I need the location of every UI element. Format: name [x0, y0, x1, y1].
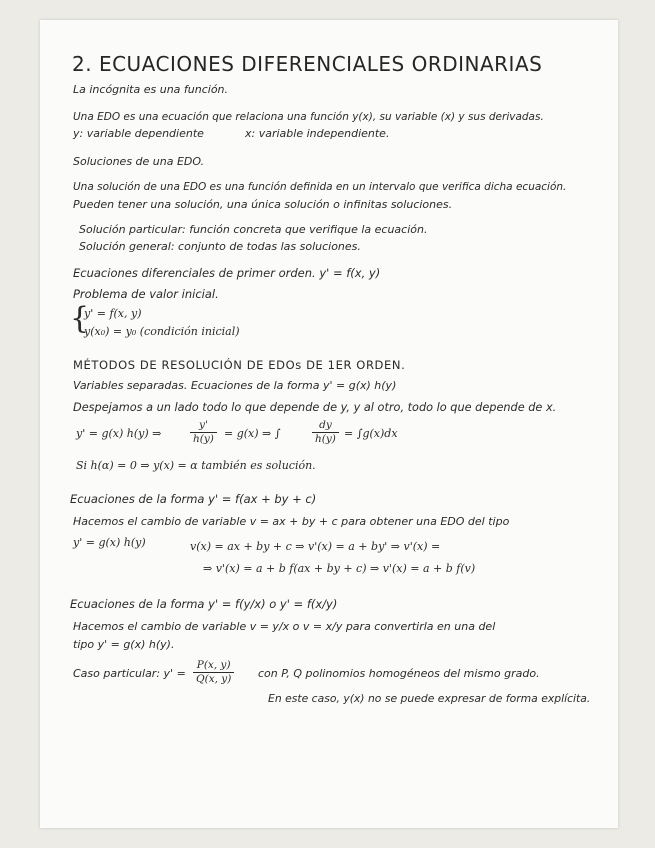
note-line: La incógnita es una función. — [73, 83, 229, 96]
note-line: Caso particular: y' = — [73, 667, 186, 680]
equation-line: y(x₀) = y₀ (condición inicial) — [84, 325, 240, 338]
note-line: Una EDO es una ecuación que relaciona una función y(x), su variable (x) y sus derivadas. — [73, 111, 544, 123]
note-line: En este caso, y(x) no se puede expresar de forma explícita. — [268, 692, 591, 705]
equation-line: y' = g(x) h(y) ⇒ — [76, 427, 162, 440]
note-line: con P, Q polinomios homogéneos del mismo grado. — [258, 667, 540, 680]
note-line: Una solución de una EDO es una función definida en un intervalo que verifica dicha ecuación. — [73, 181, 567, 193]
note-line: x: variable independiente. — [245, 127, 390, 140]
note-line: Solución general: conjunto de todas las soluciones. — [79, 240, 361, 253]
equation-line: Si h(α) = 0 ⇒ y(x) = α también es solución. — [76, 459, 316, 472]
note-line: Pueden tener una solución, una única solución o infinitas soluciones. — [73, 198, 453, 211]
equation-line: ⇒ v'(x) = a + b f(ax + by + c) ⇒ v'(x) = a + b f(v) — [203, 562, 476, 575]
section-heading: Ecuaciones diferenciales de primer orden. y' = f(x, y) — [73, 266, 381, 280]
page-title: 2. ECUACIONES DIFERENCIALES ORDINARIAS — [72, 52, 543, 76]
equation-line: v(x) = ax + by + c ⇒ v'(x) = a + by' ⇒ v'(x) = — [190, 540, 441, 553]
equation-line: y' = f(x, y) — [84, 307, 142, 320]
section-heading: Problema de valor inicial. — [73, 287, 219, 301]
section-heading: Soluciones de una EDO. — [73, 155, 205, 168]
fraction — [193, 659, 234, 686]
fraction-numerator: y' — [190, 419, 217, 433]
note-line: Hacemos el cambio de variable v = y/x o v = x/y para convertirla en una del — [73, 620, 496, 633]
note-line: Solución particular: función concreta que verifique la ecuación. — [79, 223, 428, 236]
note-line: Variables separadas. Ecuaciones de la forma y' = g(x) h(y) — [73, 379, 397, 392]
note-line: tipo y' = g(x) h(y). — [73, 638, 175, 651]
fraction — [190, 419, 217, 446]
brace-symbol: { — [70, 301, 90, 336]
equation-line: y' = g(x) h(y) — [73, 536, 146, 549]
fraction-numerator: P(x, y) — [193, 659, 234, 673]
equation-line: = g(x) ⇒ ∫ — [224, 427, 281, 440]
fraction-numerator: dy — [312, 419, 339, 433]
fraction-denominator: h(y) — [193, 433, 214, 445]
section-heading: Ecuaciones de la forma y' = f(ax + by + c) — [70, 492, 317, 506]
equation-line: = ∫g(x)dx — [344, 427, 398, 440]
fraction-denominator: Q(x, y) — [196, 673, 232, 685]
section-heading: Ecuaciones de la forma y' = f(y/x) o y' = f(x/y) — [70, 597, 338, 611]
note-line: Hacemos el cambio de variable v = ax + by + c para obtener una EDO del tipo — [73, 515, 510, 528]
fraction — [312, 419, 339, 446]
fraction-denominator: h(y) — [315, 433, 336, 445]
note-line: y: variable dependiente — [73, 127, 204, 140]
section-heading: MÉTODOS DE RESOLUCIÓN DE EDOs DE 1ER ORDEN. — [73, 358, 406, 372]
note-line: Despejamos a un lado todo lo que depende de y, y al otro, todo lo que depende de x. — [73, 401, 557, 414]
